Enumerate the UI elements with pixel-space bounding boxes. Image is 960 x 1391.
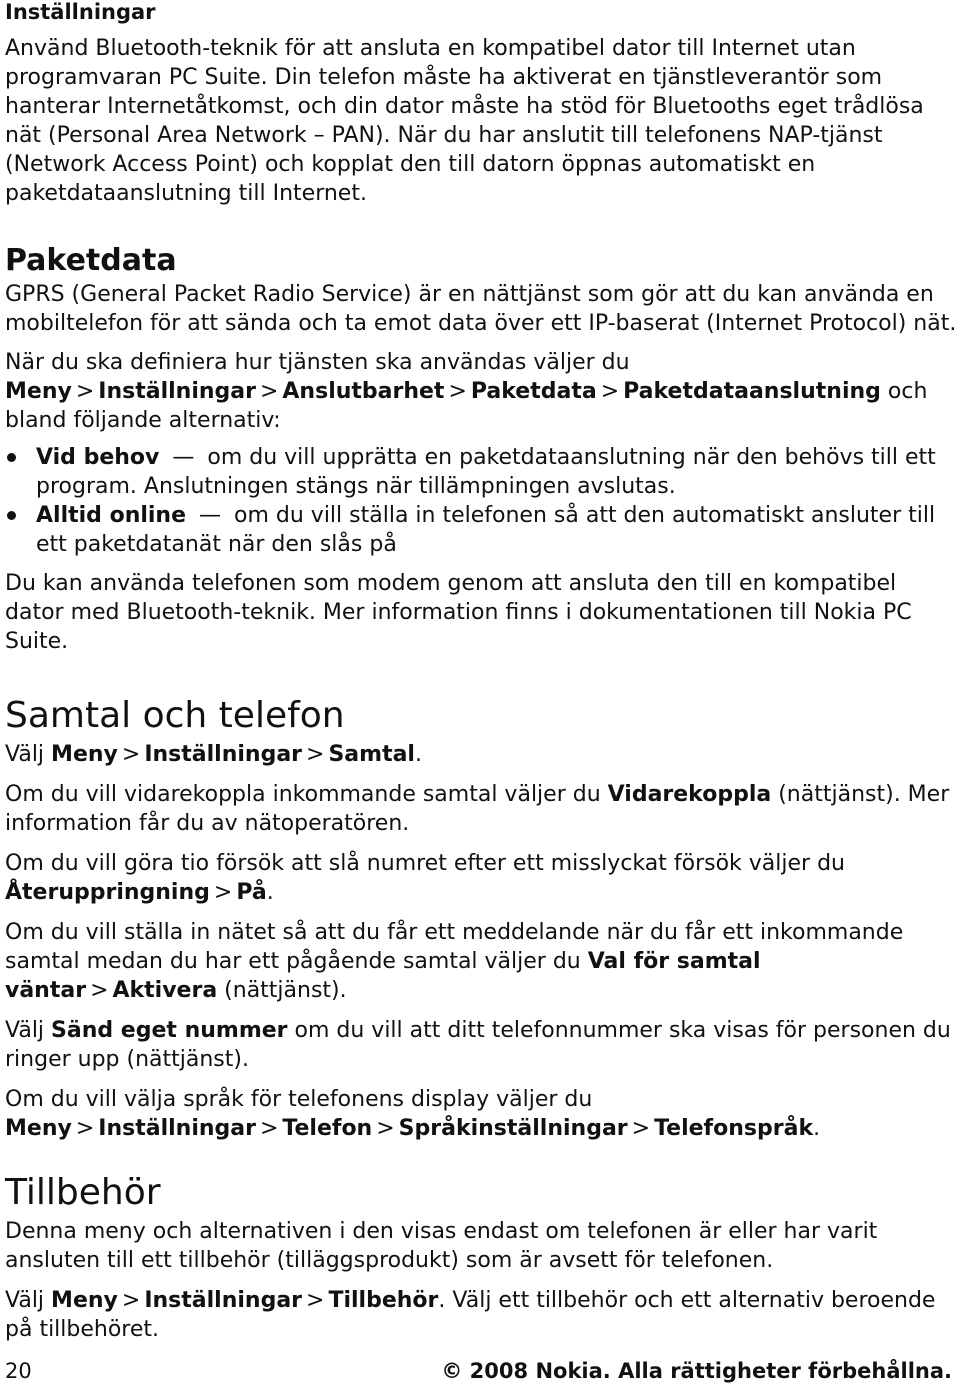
option-term: Alltid online [36,503,187,528]
paketdata-p2-post: och bland följande alternativ: [5,379,928,433]
paketdata-paragraph-3: Du kan använda telefonen som modem genom att ansluta den till en kompatibel dator med Bluetooth-teknik. Mer information finns i dokumentationen till Nokia PC Suite. [5,571,912,654]
em-dash: — [199,503,222,528]
tillbehor-paragraph-2 [5,1286,957,1344]
samtal-heading: Samtal och telefon [5,695,345,736]
menu-path-anslutbarhet: Anslutbarhet [282,379,445,404]
text-span: . [414,742,422,767]
em-dash: — [172,445,195,470]
menu-option-ateruppringning: Återuppringning [5,880,210,905]
path-separator: > [306,742,325,767]
path-separator: > [259,1116,279,1141]
menu-path-meny: Meny [51,742,118,767]
paketdata-paragraph-2 [5,348,957,435]
path-separator: > [121,1288,141,1313]
bullet-icon [7,453,16,462]
option-text: om du vill upprätta en paketdataanslutning när den behövs till ett program. Anslutningen stängs när tillämpningen avslutas. [36,445,936,499]
text-span: Om du vill vidarekoppla inkommande samtal väljer du [5,782,608,807]
path-separator: > [631,1116,651,1141]
option-term: Vid behov [36,445,160,470]
menu-path-telefon: Telefon [282,1116,373,1141]
path-separator: > [121,742,141,767]
menu-path-samtal: Samtal [328,742,415,767]
samtal-paragraph-2 [5,780,957,838]
running-head: Inställningar [5,0,156,24]
paketdata-options-list [5,443,957,559]
paketdata-paragraph-1: GPRS (General Packet Radio Service) är en nättjänst som gör att du kan använda en mobiltelefon för att sända och ta emot data över ett IP-baserat (Internet Protocol) nät. [5,282,957,336]
document-page [5,0,957,1344]
copyright-notice: © 2008 Nokia. Alla rättigheter förbehållna. [441,1359,952,1383]
tillbehor-paragraph-1: Denna meny och alternativen i den visas endast om telefonen är eller har varit ansluten till ett tillbehör (tilläggsprodukt) som är avsett för telefonen. [5,1219,878,1273]
samtal-paragraph-3 [5,849,957,907]
text-span: Välj [5,1288,52,1313]
text-span: Om du vill välja språk för telefonens display väljer du [5,1087,593,1112]
paketdata-p2-pre: När du ska definiera hur tjänsten ska användas väljer du [5,350,630,375]
menu-path-installningar: Inställningar [98,379,256,404]
text-span: . [266,880,274,905]
menu-option-val-for-samtal-vantar: Val för samtal väntar [5,949,761,1003]
text-span: (nättjänst). [217,978,347,1003]
text-span: om du vill att ditt telefonnummer ska visas för personen du ringer upp (nättjänst). [5,1018,951,1072]
menu-option-pa: På [236,880,267,905]
text-span: Om du vill ställa in nätet så att du får ett meddelande när du får ett inkommande samtal medan du har ett pågående samtal väljer du [5,920,904,974]
path-separator: > [259,379,279,404]
bullet-icon [7,511,16,520]
tillbehor-heading: Tillbehör [5,1172,161,1213]
samtal-paragraph-1 [5,740,957,769]
path-separator: > [90,978,109,1003]
menu-option-vidarekoppla: Vidarekoppla [607,782,772,807]
path-separator: > [376,1116,395,1141]
path-separator: > [306,1288,325,1313]
path-separator: > [213,880,233,905]
option-text: om du vill ställa in telefonen så att den automatiskt ansluter till ett paketdatanät när den slås på [36,503,936,557]
menu-path-meny: Meny [5,1116,72,1141]
menu-path-meny: Meny [51,1288,118,1313]
menu-option-sand-eget-nummer: Sänd eget nummer [51,1018,288,1043]
page-number: 20 [5,1359,32,1383]
samtal-paragraph-6 [5,1085,957,1143]
path-separator: > [75,1116,95,1141]
path-separator: > [600,379,620,404]
samtal-paragraph-4 [5,918,957,1005]
menu-path-meny: Meny [5,379,72,404]
path-separator: > [75,379,95,404]
text-span: (nättjänst). Mer information får du av nätoperatören. [5,782,950,836]
intro-paragraph: Använd Bluetooth-teknik för att ansluta en kompatibel dator till Internet utan programvaran PC Suite. Din telefon måste ha aktiverat en tjänstleverantör som hanterar Internetåtkomst, och din dator måste ha stöd för Bluetooths eget trådlösa nät (Personal Area Network – PAN). När du har anslutit till telefonens NAP-tjänst (Network Access Point) och kopplat den till datorn öppnas automatiskt en paketdataanslutning till Internet. [5,36,924,206]
menu-option-aktivera: Aktivera [112,978,218,1003]
text-span: Välj [5,1018,52,1043]
menu-path-installningar: Inställningar [144,742,303,767]
text-span: Välj [5,742,52,767]
menu-path-paketdataanslutning: Paketdataanslutning [623,379,881,404]
text-span: Om du vill göra tio försök att slå numret efter ett misslyckat försök väljer du [5,851,845,876]
menu-path-installningar: Inställningar [98,1116,256,1141]
menu-path-telefonsprak: Telefonspråk [654,1116,814,1141]
list-item [5,443,957,501]
menu-path-sprakinstallningar: Språkinställningar [398,1116,628,1141]
text-span: . Välj ett tillbehör och ett alternativ beroende på tillbehöret. [5,1288,936,1342]
menu-path-installningar: Inställningar [144,1288,303,1313]
menu-path-paketdata: Paketdata [470,379,597,404]
samtal-paragraph-5 [5,1016,957,1074]
path-separator: > [448,379,467,404]
text-span: . [813,1116,821,1141]
list-item [5,501,957,559]
menu-path-tillbehor: Tillbehör [328,1288,439,1313]
paketdata-heading: Paketdata [5,243,177,278]
